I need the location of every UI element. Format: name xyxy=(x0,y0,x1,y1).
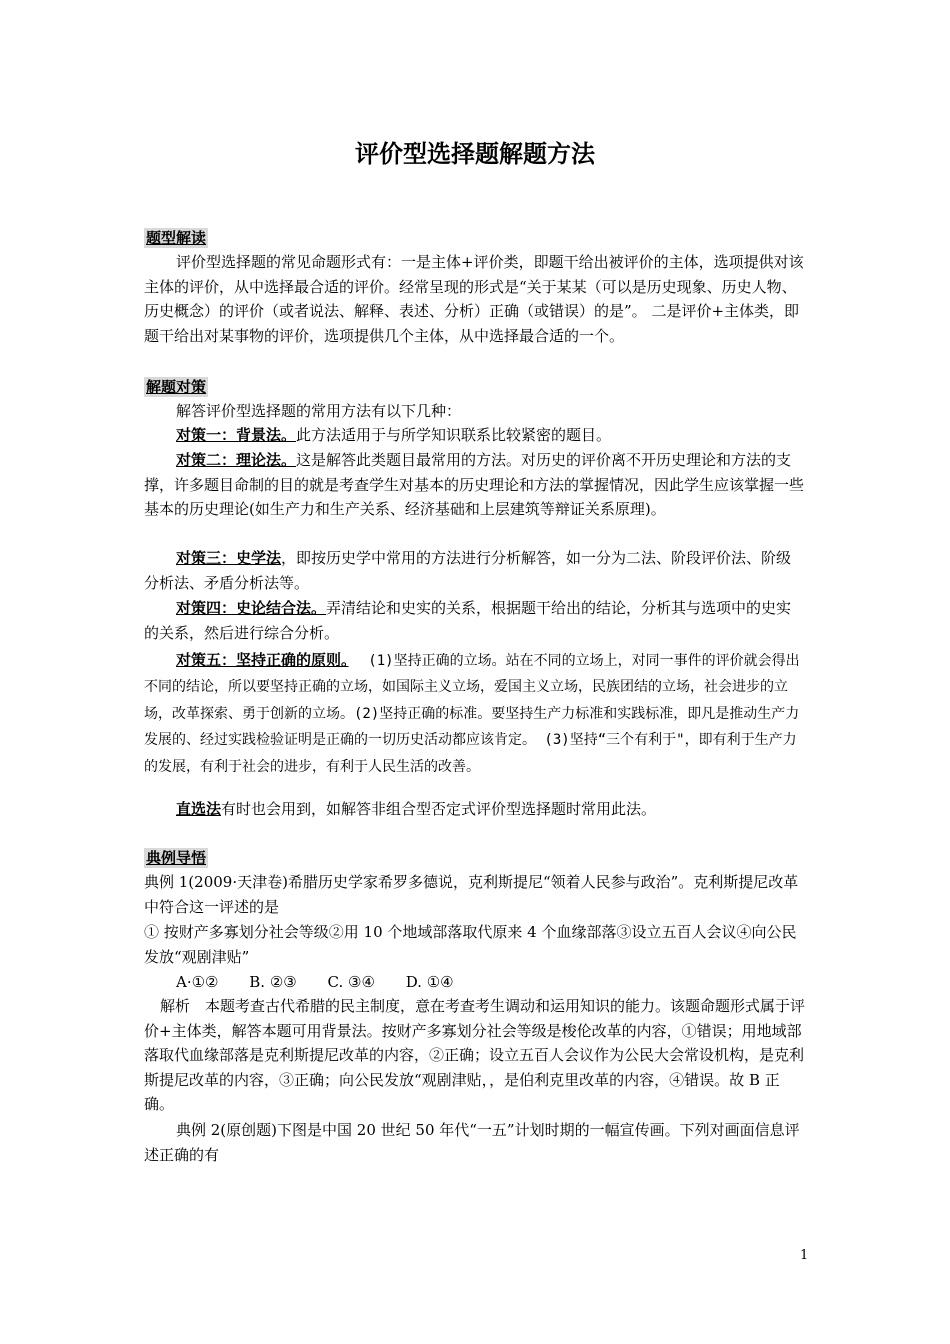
strategy-3-label: 对策三：史学法 xyxy=(176,549,282,567)
option-d: D. ①④ xyxy=(405,973,454,991)
strategy-1-label: 对策一：背景法。 xyxy=(176,426,297,444)
strategy-1-text: 此方法适用于与所学知识联系比较紧密的题目。 xyxy=(296,426,612,444)
strategy-3 xyxy=(144,546,806,595)
strategy-3-text: ，即按历史学中常用的方法进行分析解答，如一分为二法、阶段评价法、阶级分析法、矛盾分析法等。 xyxy=(144,549,792,592)
page-number: 1 xyxy=(800,1248,809,1263)
strategy-2-label: 对策二：理论法。 xyxy=(176,451,297,469)
option-b: B. ②③ xyxy=(249,973,297,991)
strategy-6-text: 有时也会用到，如解答非组合型否定式评价型选择题时常用此法。 xyxy=(221,800,657,818)
option-a: A·①② xyxy=(176,973,219,991)
example-1-analysis: 解析 本题考查古代希腊的民主制度，意在考查考生调动和运用知识的能力。该题命题形式属于评价+主体类，解答本题可用背景法。按财产多寡划分社会等级是梭伦改革的内容，①错误；用地域部落取代血缘部落是克利斯提尼改革的内容，②正确；设立五百人会议作为公民大会常设机构，是克利斯提尼改革的内容，③正确；向公民发放“观剧津贴，，是伯利克里改革的内容，④错误。故 B 正确。 xyxy=(144,997,806,1113)
strategy-2 xyxy=(144,448,806,522)
section-heading-question-type: 题型解读 xyxy=(146,229,207,247)
section-heading-strategies: 解题对策 xyxy=(146,378,207,396)
page-title: 评价型选择题解题方法 xyxy=(355,140,595,168)
strategies-intro: 解答评价型选择题的常用方法有以下几种： xyxy=(176,402,462,420)
strategy-4-label: 对策四：史论结合法。 xyxy=(176,599,327,617)
example-2-stem: 典例 2(原创题)下图是中国 20 世纪 50 年代“一五”计划时期的一幅宣传画。下列对画面信息评述正确的有 xyxy=(144,1121,800,1164)
strategy-4 xyxy=(144,596,806,645)
section-heading-examples: 典例导悟 xyxy=(146,849,207,867)
example-1-options xyxy=(176,970,480,994)
strategy-4-text: 弄清结论和史实的关系，根据题干给出的结论，分析其与选项中的史实的关系，然后进行综合分析。 xyxy=(144,599,792,642)
strategy-1 xyxy=(144,423,806,448)
example-1-stem: 典例 1(2009·天津卷)希腊历史学家希罗多德说，克利斯提尼“领着人民参与政治”。克利斯提尼改革中符合这一评述的是 xyxy=(144,873,799,916)
section-question-type-text: 评价型选择题的常见命题形式有：一是主体+评价类，即题干给出被评价的主体，选项提供对该主体的评价，从中选择最合适的评价。经常呈现的形式是“关于某某（可以是历史现象、历史人物、历史概念）的评价（或者说法、解释、表述、分析）正确（或错误）的是”。 二是评价+主体类，即题干给出对某事物的评价，选项提供几个主体，从中选择最合适的一个。 xyxy=(144,253,804,345)
strategy-6 xyxy=(144,797,806,822)
strategy-5-label: 对策五：坚持正确的原则。 xyxy=(176,651,349,669)
strategy-5 xyxy=(144,648,806,780)
example-1-items: ① 按财产多寡划分社会等级②用 10 个地域部落取代原来 4 个血缘部落③设立五百人会议④向公民发放“观剧津贴” xyxy=(144,923,797,966)
strategy-6-label: 直选法 xyxy=(176,800,222,818)
strategy-5-text: (1)坚持正确的立场。站在不同的立场上，对同一事件的评价就会得出不同的结论，所以要坚持正确的立场，如国际主义立场，爱国主义立场，民族团结的立场，社会进步的立场，改革探索、勇于创新的立场。(2)坚持正确的标准。要坚持生产力标准和实践标准，即凡是推动生产力发展的、经过实践检验证明是正确的一切历史活动都应该肯定。 (3)坚持“三个有利于"，即有利于生产力的发展，有利于社会的进步，有利于人民生活的改善。 xyxy=(144,653,800,775)
option-c: C. ③④ xyxy=(327,973,375,991)
strategy-2-text: 这是解答此类题目最常用的方法。对历史的评价离不开历史理论和方法的支撑，许多题目命制的目的就是考查学生对基本的历史理论和方法的掌握情况，因此学生应该掌握一些基本的历史理论(如生产力和生产关系、经济基础和上层建筑等辩证关系原理)。 xyxy=(144,451,805,518)
